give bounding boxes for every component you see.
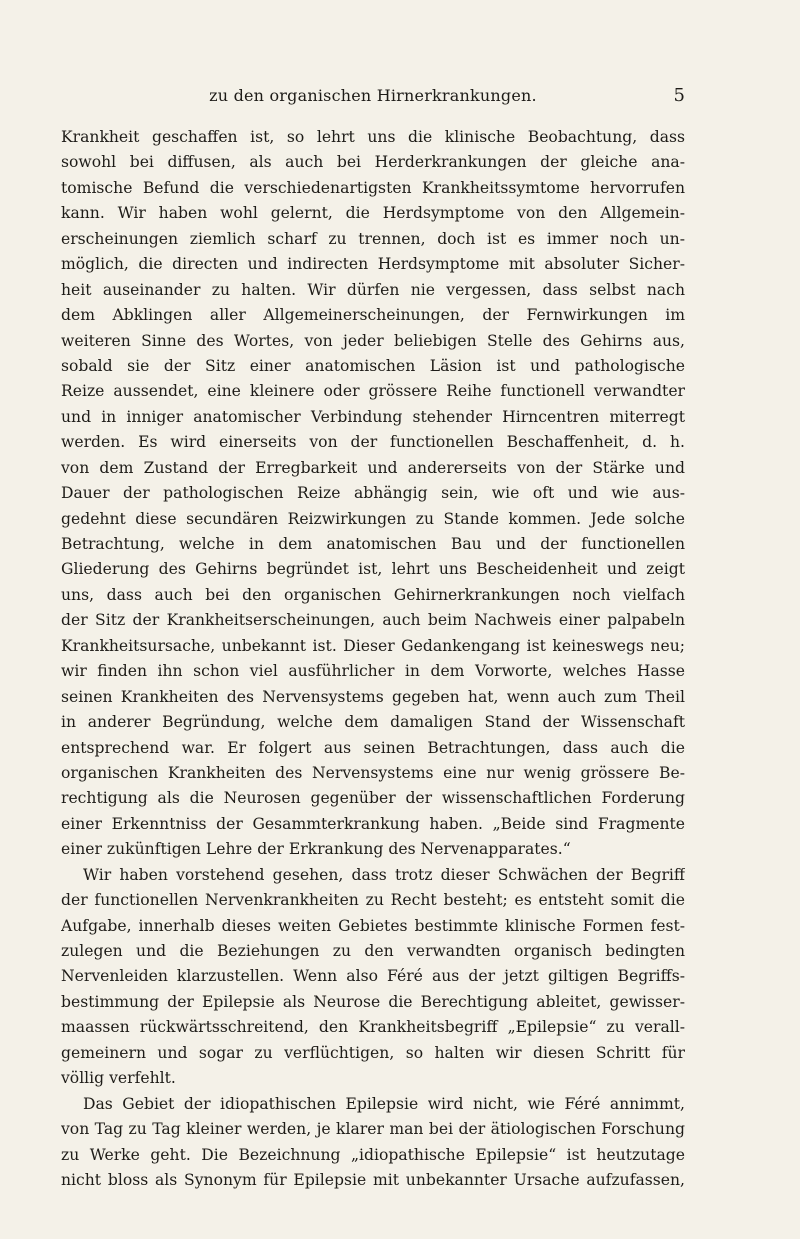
text-line: sobald sie der Sitz einer anatomischen Läsion ist und pathologische xyxy=(61,356,685,375)
text-line: sowohl bei diffusen, als auch bei Herderkrankungen der gleiche ana- xyxy=(61,153,685,172)
text-line: der Sitz der Krankheitserscheinungen, auch beim Nachweis einer palpabeln xyxy=(61,611,685,630)
text-line: wir finden ihn schon viel ausführlicher in dem Vorworte, welches Hasse xyxy=(61,662,685,681)
text-line: entsprechend war. Er folgert aus seinen Betrachtungen, dass auch die xyxy=(61,738,685,757)
body-text xyxy=(61,125,685,1193)
text-line: zulegen und die Beziehungen zu den verwandten organisch bedingten xyxy=(61,942,685,960)
text-line: von Tag zu Tag kleiner werden, je klarer man bei der ätiologischen Forschung xyxy=(61,1120,685,1139)
text-line: einer zukünftigen Lehre der Erkrankung des Nervenapparates.“ xyxy=(61,840,571,859)
page-number: 5 xyxy=(673,85,685,106)
text-line: Das Gebiet der idiopathischen Epilepsie wird nicht, wie Féré annimmt, xyxy=(83,1094,685,1113)
text-line: einer Erkenntniss der Gesammterkrankung haben. „Beide sind Fragmente xyxy=(61,814,685,833)
text-line: tomische Befund die verschiedenartigsten Krankheitssymtome hervorrufen xyxy=(61,178,685,197)
text-line: gemeinern und sogar zu verflüchtigen, so halten wir diesen Schritt für xyxy=(61,1043,685,1062)
text-line: möglich, die directen und indirecten Herdsymptome mit absoluter Sicher- xyxy=(61,255,685,274)
text-line: bestimmung der Epilepsie als Neurose die Berechtigung ableitet, gewisser- xyxy=(61,992,685,1011)
text-line: maassen rückwärtsschreitend, den Krankheitsbegriff „Epilepsie“ zu verall- xyxy=(61,1018,685,1037)
text-line: erscheinungen ziemlich scharf zu trennen, doch ist es immer noch un- xyxy=(61,229,685,248)
text-line: gedehnt diese secundären Reizwirkungen zu Stande kommen. Jede solche xyxy=(61,509,685,528)
text-line: Krankheitsursache, unbekannt ist. Dieser Gedankengang ist keineswegs neu; xyxy=(61,636,685,655)
text-line: organischen Krankheiten des Nervensystems eine nur wenig grössere Be- xyxy=(61,763,685,782)
text-line: seinen Krankheiten des Nervensystems gegeben hat, wenn auch zum Theil xyxy=(61,687,685,706)
text-line: Krankheit geschaffen ist, so lehrt uns die klinische Beobachtung, dass xyxy=(61,128,685,146)
text-line: rechtigung als die Neurosen gegenüber der wissenschaftlichen Forderung xyxy=(61,789,685,808)
text-line: dem Abklingen aller Allgemeinerscheinungen, der Fernwirkungen im xyxy=(61,306,685,325)
text-line: Wir haben vorstehend gesehen, dass trotz dieser Schwächen der Begriff xyxy=(83,865,685,884)
text-line: nicht bloss als Synonym für Epilepsie mit unbekannter Ursache aufzufassen, xyxy=(61,1170,685,1189)
running-header-title: zu den organischen Hirnerkrankungen. xyxy=(209,86,537,105)
text-line: Betrachtung, welche in dem anatomischen Bau und der functionellen xyxy=(61,535,685,553)
text-line: Gliederung des Gehirns begründet ist, lehrt uns Bescheidenheit und zeigt xyxy=(61,560,685,579)
text-line: Dauer der pathologischen Reize abhängig sein, wie oft und wie aus- xyxy=(61,484,685,503)
text-line: Reize aussendet, eine kleinere oder grössere Reihe functionell verwandter xyxy=(61,382,685,401)
text-line: weiteren Sinne des Wortes, von jeder beliebigen Stelle des Gehirns aus, xyxy=(61,331,685,350)
running-header xyxy=(61,86,685,108)
text-line: kann. Wir haben wohl gelernt, die Herdsymptome von den Allgemein- xyxy=(61,204,685,223)
text-line: zu Werke geht. Die Bezeichnung „idiopathische Epilepsie“ ist heutzutage xyxy=(61,1145,685,1164)
text-line: Aufgabe, innerhalb dieses weiten Gebietes bestimmte klinische Formen fest- xyxy=(61,916,685,935)
text-line: uns, dass auch bei den organischen Gehirnerkrankungen noch vielfach xyxy=(61,585,685,604)
text-line: Nervenleiden klarzustellen. Wenn also Féré aus der jetzt giltigen Begriffs- xyxy=(61,967,685,986)
text-line: der functionellen Nervenkrankheiten zu Recht besteht; es entsteht somit die xyxy=(61,891,685,910)
text-line: völlig verfehlt. xyxy=(61,1069,176,1088)
text-line: von dem Zustand der Erregbarkeit und andererseits von der Stärke und xyxy=(61,458,685,477)
text-line: heit auseinander zu halten. Wir dürfen nie vergessen, dass selbst nach xyxy=(61,280,685,299)
text-line: werden. Es wird einerseits von der functionellen Beschaffenheit, d. h. xyxy=(61,433,685,452)
text-line: und in inniger anatomischer Verbindung stehender Hirncentren miterregt xyxy=(61,407,685,426)
text-line: in anderer Begründung, welche dem damaligen Stand der Wissenschaft xyxy=(61,713,685,732)
